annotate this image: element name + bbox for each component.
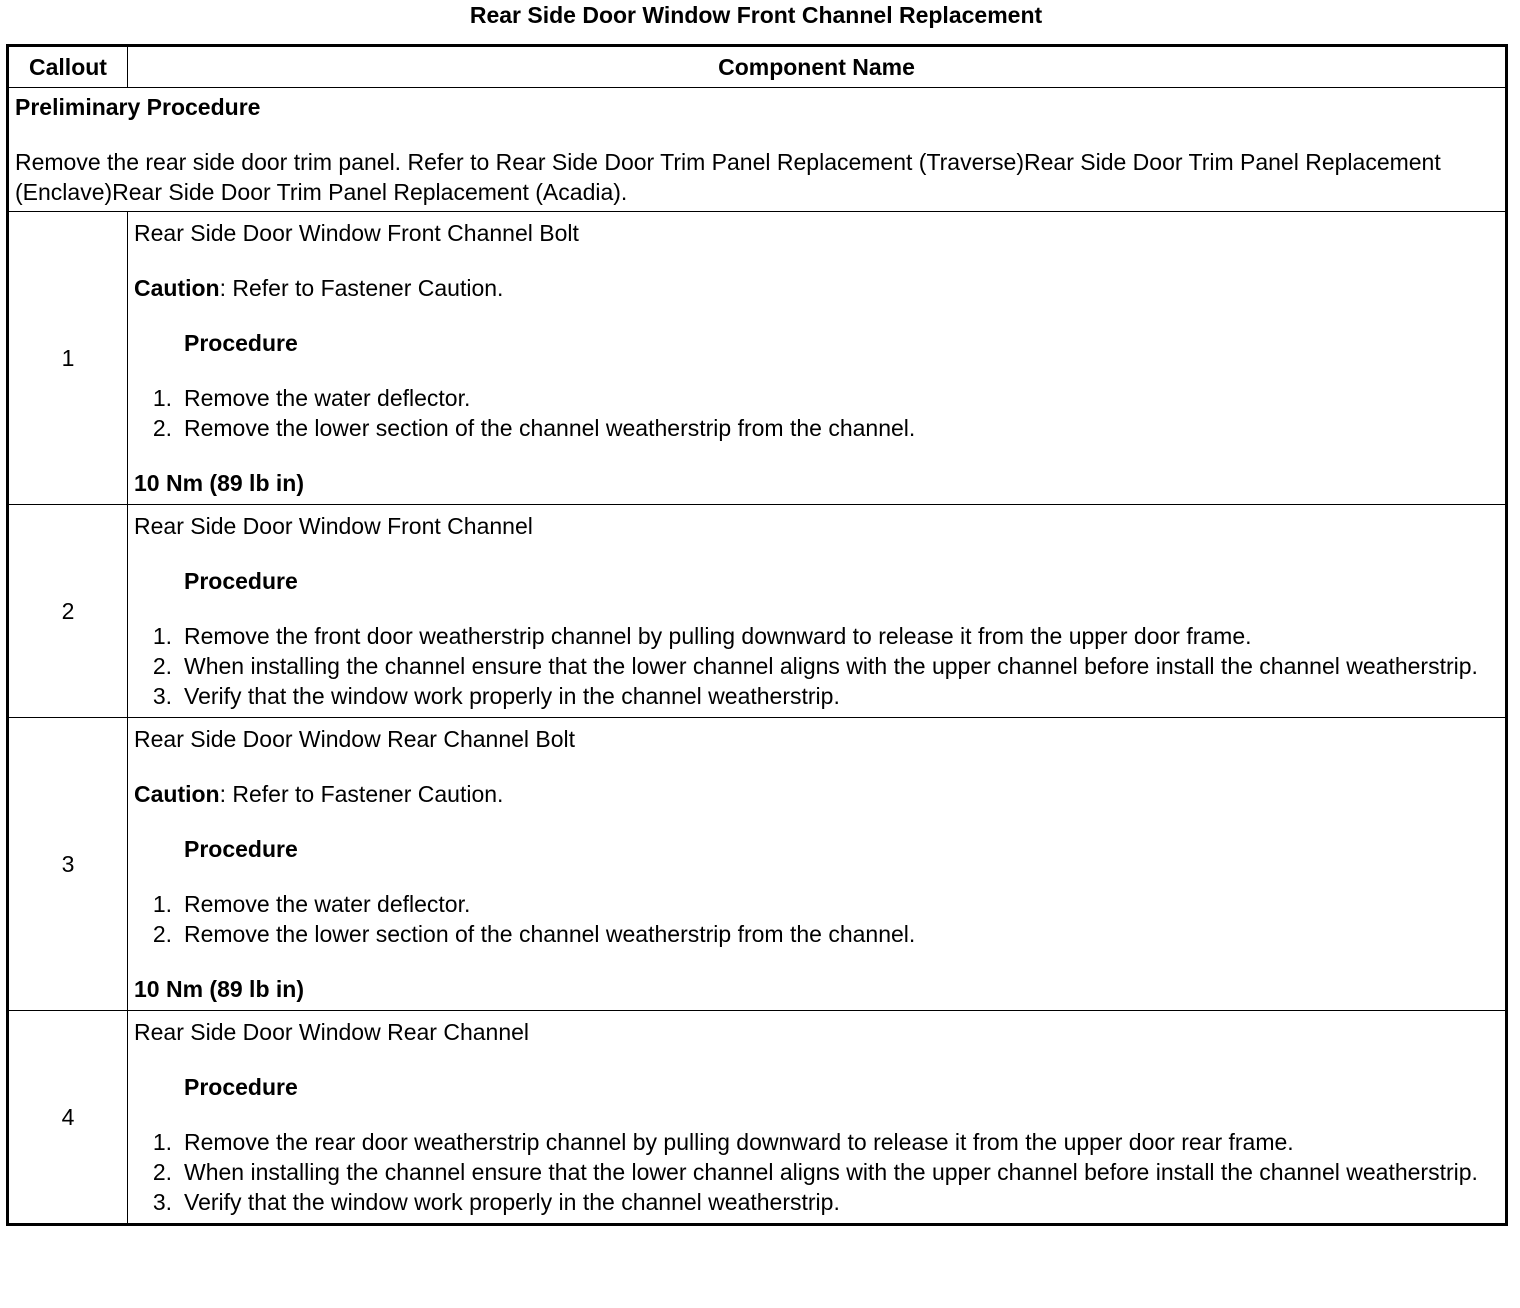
procedure-steps bbox=[134, 383, 1499, 443]
component-name: Rear Side Door Window Rear Channel Bolt bbox=[134, 726, 576, 752]
component-name: Rear Side Door Window Front Channel bbox=[134, 513, 533, 539]
procedure-heading: Procedure bbox=[184, 1074, 298, 1100]
list-item: 1. Remove the front door weatherstrip channel by pulling downward to release it from the upper door frame. bbox=[152, 623, 1252, 649]
caution-line bbox=[134, 273, 1499, 303]
table-row bbox=[8, 1011, 1507, 1225]
list-item: 3. Verify that the window work properly in the channel weatherstrip. bbox=[152, 1189, 840, 1215]
procedure-heading: Procedure bbox=[184, 330, 298, 356]
procedure-steps bbox=[134, 1127, 1499, 1217]
callout-number: 2 bbox=[8, 505, 128, 718]
table-row bbox=[8, 718, 1507, 1011]
list-item: 2. When installing the channel ensure that the lower channel aligns with the upper channel before install the channel weatherstrip. bbox=[152, 653, 1478, 679]
list-item: 1. Remove the water deflector. bbox=[152, 385, 471, 411]
component-name: Rear Side Door Window Rear Channel bbox=[134, 1019, 530, 1045]
procedure-heading: Procedure bbox=[184, 836, 298, 862]
list-item: 2. Remove the lower section of the channel weatherstrip from the channel. bbox=[152, 415, 916, 441]
callout-number: 3 bbox=[8, 718, 128, 1011]
table-header-row bbox=[8, 46, 1507, 88]
caution-line bbox=[134, 779, 1499, 809]
list-item: 2. When installing the channel ensure that the lower channel aligns with the upper channel before install the channel weatherstrip. bbox=[152, 1159, 1478, 1185]
procedure-table bbox=[6, 44, 1508, 1226]
header-component-name: Component Name bbox=[128, 46, 1507, 88]
list-item: 1. Remove the water deflector. bbox=[152, 891, 471, 917]
torque-spec: 10 Nm (89 lb in) bbox=[134, 976, 304, 1002]
procedure-steps bbox=[134, 621, 1499, 711]
callout-number: 4 bbox=[8, 1011, 128, 1225]
caution-text: : Refer to Fastener Caution. bbox=[219, 275, 504, 301]
callout-number: 1 bbox=[8, 212, 128, 505]
header-callout: Callout bbox=[8, 46, 128, 88]
preliminary-heading: Preliminary Procedure bbox=[15, 94, 261, 120]
preliminary-text: Remove the rear side door trim panel. Refer to Rear Side Door Trim Panel Replacement (Traverse)Rear Side Door Trim Panel Replacement (Enclave)Rear Side Door Trim Panel Replacement (Acadia). bbox=[15, 149, 1441, 205]
caution-text: : Refer to Fastener Caution. bbox=[219, 781, 504, 807]
preliminary-row bbox=[8, 88, 1507, 212]
procedure-steps bbox=[134, 889, 1499, 949]
torque-spec: 10 Nm (89 lb in) bbox=[134, 470, 304, 496]
table-row bbox=[8, 505, 1507, 718]
list-item: 1. Remove the rear door weatherstrip channel by pulling downward to release it from the upper door rear frame. bbox=[152, 1129, 1294, 1155]
caution-label: Caution bbox=[134, 781, 220, 807]
list-item: 3. Verify that the window work properly in the channel weatherstrip. bbox=[152, 683, 840, 709]
table-row bbox=[8, 212, 1507, 505]
caution-label: Caution bbox=[134, 275, 220, 301]
procedure-heading: Procedure bbox=[184, 568, 298, 594]
component-name: Rear Side Door Window Front Channel Bolt bbox=[134, 220, 579, 246]
page-title: Rear Side Door Window Front Channel Replacement bbox=[469, 2, 1043, 28]
list-item: 2. Remove the lower section of the channel weatherstrip from the channel. bbox=[152, 921, 916, 947]
